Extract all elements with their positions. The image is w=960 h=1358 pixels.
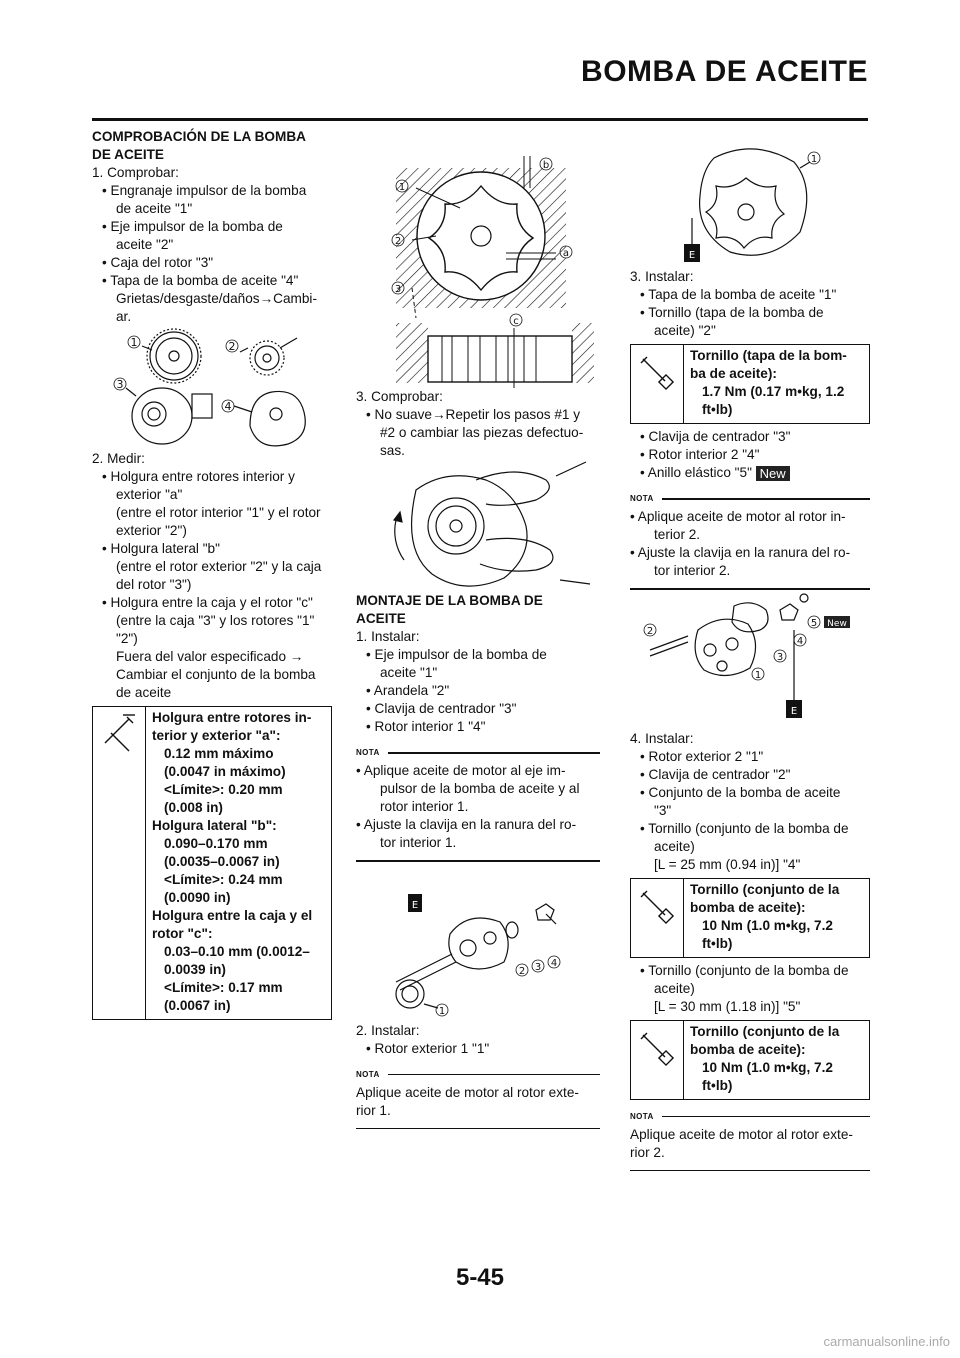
fig-label: 1: [810, 154, 818, 165]
spec-text: [146, 707, 316, 1019]
list-item: de aceite: [116, 685, 172, 700]
step-label: 1. Comprobar:: [92, 165, 179, 180]
list-item: #2 o cambiar las piezas defectuo-: [380, 425, 584, 440]
list-item: • Holgura entre la caja y el rotor "c": [102, 595, 313, 610]
step-label: 1. Instalar:: [356, 629, 420, 644]
list-item: • Tornillo (conjunto de la bomba de: [640, 820, 849, 836]
fig-label: 4: [550, 957, 558, 969]
list-item: de aceite "1": [116, 201, 193, 216]
figure-rotor-clearance: [356, 128, 600, 388]
section-heading-2: ACEITE: [356, 611, 406, 626]
figure-rotor-check-hand: [356, 460, 600, 592]
list-item: • Arandela "2": [366, 683, 450, 698]
fig-label: 1: [438, 1005, 446, 1017]
note-header: [630, 490, 870, 508]
spec-icon-cell: [631, 1021, 684, 1099]
spec-icon-cell: [631, 879, 684, 957]
list-item: aceite) "2": [654, 323, 716, 338]
page-title: BOMBA DE ACEITE: [581, 55, 868, 88]
spec-line: (0.008 in): [164, 800, 223, 815]
fig-label: 2: [228, 340, 236, 353]
note-line: rotor interior 1.: [380, 799, 469, 814]
list-item-text: • Anillo elástico "5": [640, 465, 752, 480]
spec-line: Holgura entre la caja y el: [152, 908, 313, 923]
note-line: • Aplique aceite de motor al eje im-: [356, 763, 566, 778]
fig-label: New: [827, 618, 847, 629]
spec-line: 0.12 mm máximo: [164, 746, 274, 761]
torque-wrench-icon: [639, 885, 675, 925]
title-rule: [92, 118, 868, 121]
spec-line: Tornillo (tapa de la bom-: [690, 348, 847, 363]
watermark: carmanualsonline.info: [823, 1334, 950, 1349]
list-item: aceite): [654, 838, 695, 854]
note-line: tor interior 2.: [654, 563, 731, 578]
column-2: [356, 128, 600, 1129]
list-item: • Rotor exterior 2 "1": [640, 748, 764, 764]
list-item: del rotor "3"): [116, 577, 192, 592]
list-item: sas.: [380, 443, 405, 458]
spec-box-assembly-bolt-1: [630, 878, 870, 958]
fig-label: 4: [796, 635, 804, 647]
spec-line: <Límite>: 0.24 mm: [164, 872, 283, 887]
fig-label: a: [562, 248, 570, 259]
fig-label: 2: [646, 625, 654, 637]
fig-label: 1: [398, 182, 406, 193]
list-item: "2"): [116, 631, 138, 646]
section-heading: COMPROBACIÓN DE LA BOMBA: [92, 129, 306, 144]
list-item: aceite): [654, 980, 695, 996]
list-item: [630, 464, 870, 482]
list-item: Fuera del valor especificado →: [116, 649, 304, 664]
spec-box-clearance: [92, 706, 332, 1020]
note-line: • Ajuste la clavija en la ranura del ro-: [356, 817, 577, 832]
list-item: • Caja del rotor "3": [102, 255, 214, 270]
figure-pump-cover: [630, 128, 870, 268]
note-label: NOTA: [356, 748, 380, 757]
spec-line: Tornillo (conjunto de la: [690, 881, 840, 897]
fig-label: b: [542, 160, 550, 171]
spec-line: Tornillo (conjunto de la: [690, 1023, 840, 1039]
fig-label: 3: [394, 284, 402, 295]
spec-icon-cell: [93, 707, 146, 1019]
list-item: [L = 25 mm (0.94 in)] "4": [654, 856, 801, 872]
list-item: • Tapa de la bomba de aceite "4": [102, 273, 299, 288]
note-line: Aplique aceite de motor al rotor exte-: [356, 1084, 579, 1100]
list-item: • Engranaje impulsor de la bomba: [102, 183, 307, 198]
fig-label: c: [513, 316, 519, 327]
figure-inner-rotor-assembly: [356, 862, 600, 1022]
note-label: NOTA: [630, 1111, 654, 1121]
spec-line: rotor "c":: [152, 926, 213, 941]
note-line: • Aplique aceite de motor al rotor in-: [630, 509, 846, 524]
list-item: Cambiar el conjunto de la bomba: [116, 667, 316, 682]
list-item: (entre el rotor exterior "2" y la caja: [116, 559, 322, 574]
step-label: 2. Medir:: [92, 451, 145, 466]
list-item: • Tornillo (conjunto de la bomba de: [640, 962, 849, 978]
column-3: [630, 128, 870, 1171]
fig-label: 1: [130, 336, 138, 349]
note-header: [356, 1066, 600, 1084]
spec-text: [684, 345, 851, 423]
section-heading: MONTAJE DE LA BOMBA DE: [356, 593, 543, 608]
spec-line: (0.0067 in): [164, 998, 231, 1013]
spec-line: Holgura entre rotores in-: [152, 710, 312, 725]
note-label: NOTA: [356, 1069, 380, 1079]
spec-line: 1.7 Nm (0.17 m•kg, 1.2: [702, 384, 845, 399]
note-line: Aplique aceite de motor al rotor exte-: [630, 1126, 853, 1142]
spec-line: (0.0035–0.0067 in): [164, 854, 280, 869]
spec-line: (0.0047 in máximo): [164, 764, 286, 779]
fig-label: 3: [776, 651, 784, 663]
spec-line: ba de aceite):: [690, 366, 777, 381]
note-box: [356, 1066, 600, 1130]
list-item: • Rotor interior 1 "4": [366, 719, 486, 734]
spec-line: 0.090–0.170 mm: [164, 836, 268, 851]
note-label: NOTA: [630, 494, 654, 503]
fig-label: 5: [810, 617, 818, 629]
note-line: rior 1.: [356, 1102, 391, 1118]
spec-line: (0.0090 in): [164, 890, 231, 905]
spec-text: [684, 879, 843, 957]
spec-line: Holgura lateral "b":: [152, 818, 277, 833]
list-item: (entre el rotor interior "1" y el rotor: [116, 505, 321, 520]
spec-icon-cell: [631, 345, 684, 423]
list-item: ar.: [116, 309, 132, 324]
note-line: pulsor de la bomba de aceite y al: [380, 781, 580, 796]
note-header: [356, 744, 600, 762]
list-item: • Clavija de centrador "3": [366, 701, 517, 716]
list-item: • Clavija de centrador "2": [640, 766, 791, 782]
fig-label: E: [411, 899, 419, 911]
note-line: tor interior 1.: [380, 835, 457, 850]
list-item: • Conjunto de la bomba de aceite: [640, 784, 841, 800]
note-line: rior 2.: [630, 1144, 665, 1160]
torque-wrench-icon: [639, 1027, 675, 1067]
step-label: 2. Instalar:: [356, 1022, 420, 1038]
fig-label: 4: [224, 400, 232, 413]
list-item: • Clavija de centrador "3": [640, 429, 791, 444]
note-header: [630, 1108, 870, 1126]
list-item: • Rotor exterior 1 "1": [366, 1040, 490, 1056]
list-item: (entre la caja "3" y los rotores "1": [116, 613, 315, 628]
list-item: • Holgura entre rotores interior y: [102, 469, 295, 484]
note-line: terior 2.: [654, 527, 701, 542]
figure-pump-assembly: [630, 590, 870, 730]
spec-line: 10 Nm (1.0 m•kg, 7.2: [702, 1059, 833, 1075]
spec-box-cover-bolt: [630, 344, 870, 424]
spec-line: 0.0039 in): [164, 962, 226, 977]
list-item: • No suave→Repetir los pasos #1 y: [366, 407, 581, 422]
step-label: 3. Instalar:: [630, 269, 694, 284]
note-box: [630, 1108, 870, 1172]
column-1: [92, 128, 332, 1024]
fig-label: 1: [754, 669, 762, 681]
page-number: 5-45: [455, 1264, 505, 1291]
fig-label: E: [790, 705, 798, 717]
spec-line: <Límite>: 0.20 mm: [164, 782, 283, 797]
spec-line: <Límite>: 0.17 mm: [164, 980, 283, 995]
spec-line: bomba de aceite):: [690, 1041, 806, 1057]
list-item: • Eje impulsor de la bomba de: [102, 219, 283, 234]
figure-oil-pump-parts: [92, 326, 332, 450]
new-badge: New: [756, 466, 790, 481]
list-item: aceite "2": [116, 237, 174, 252]
list-item: • Eje impulsor de la bomba de: [366, 647, 547, 662]
list-item: "3": [654, 802, 672, 818]
list-item: • Tapa de la bomba de aceite "1": [640, 287, 837, 302]
section-heading-2: DE ACEITE: [92, 147, 165, 162]
list-item: • Holgura lateral "b": [102, 541, 220, 556]
torque-wrench-icon: [639, 351, 675, 391]
fig-label: 2: [518, 965, 526, 977]
note-box: [356, 744, 600, 862]
list-item: exterior "2"): [116, 523, 187, 538]
spec-box-assembly-bolt-2: [630, 1020, 870, 1100]
list-item: exterior "a": [116, 487, 183, 502]
list-item: • Rotor interior 2 "4": [640, 447, 760, 462]
fig-label: 3: [534, 961, 542, 973]
fig-label: 2: [394, 236, 402, 247]
note-line: • Ajuste la clavija en la ranura del ro-: [630, 545, 851, 560]
spec-line: ft•lb): [702, 1077, 733, 1093]
list-item: [L = 30 mm (1.18 in)] "5": [654, 998, 801, 1014]
spec-line: ft•lb): [702, 935, 733, 951]
list-item: • Tornillo (tapa de la bomba de: [640, 305, 824, 320]
step-label: 3. Comprobar:: [356, 389, 443, 404]
step-label: 4. Instalar:: [630, 730, 694, 746]
fig-label: E: [688, 250, 696, 261]
wrench-icon: [101, 713, 137, 753]
list-item: aceite "1": [380, 665, 438, 680]
fig-label: 3: [116, 378, 124, 391]
spec-line: bomba de aceite):: [690, 899, 806, 915]
list-item: Grietas/desgaste/daños→Cambi-: [116, 291, 317, 306]
note-box: [630, 490, 870, 590]
spec-text: [684, 1021, 843, 1099]
spec-line: ft•lb): [702, 402, 733, 417]
spec-line: 10 Nm (1.0 m•kg, 7.2: [702, 917, 833, 933]
spec-line: 0.03–0.10 mm (0.0012–: [164, 944, 310, 959]
spec-line: terior y exterior "a":: [152, 728, 281, 743]
